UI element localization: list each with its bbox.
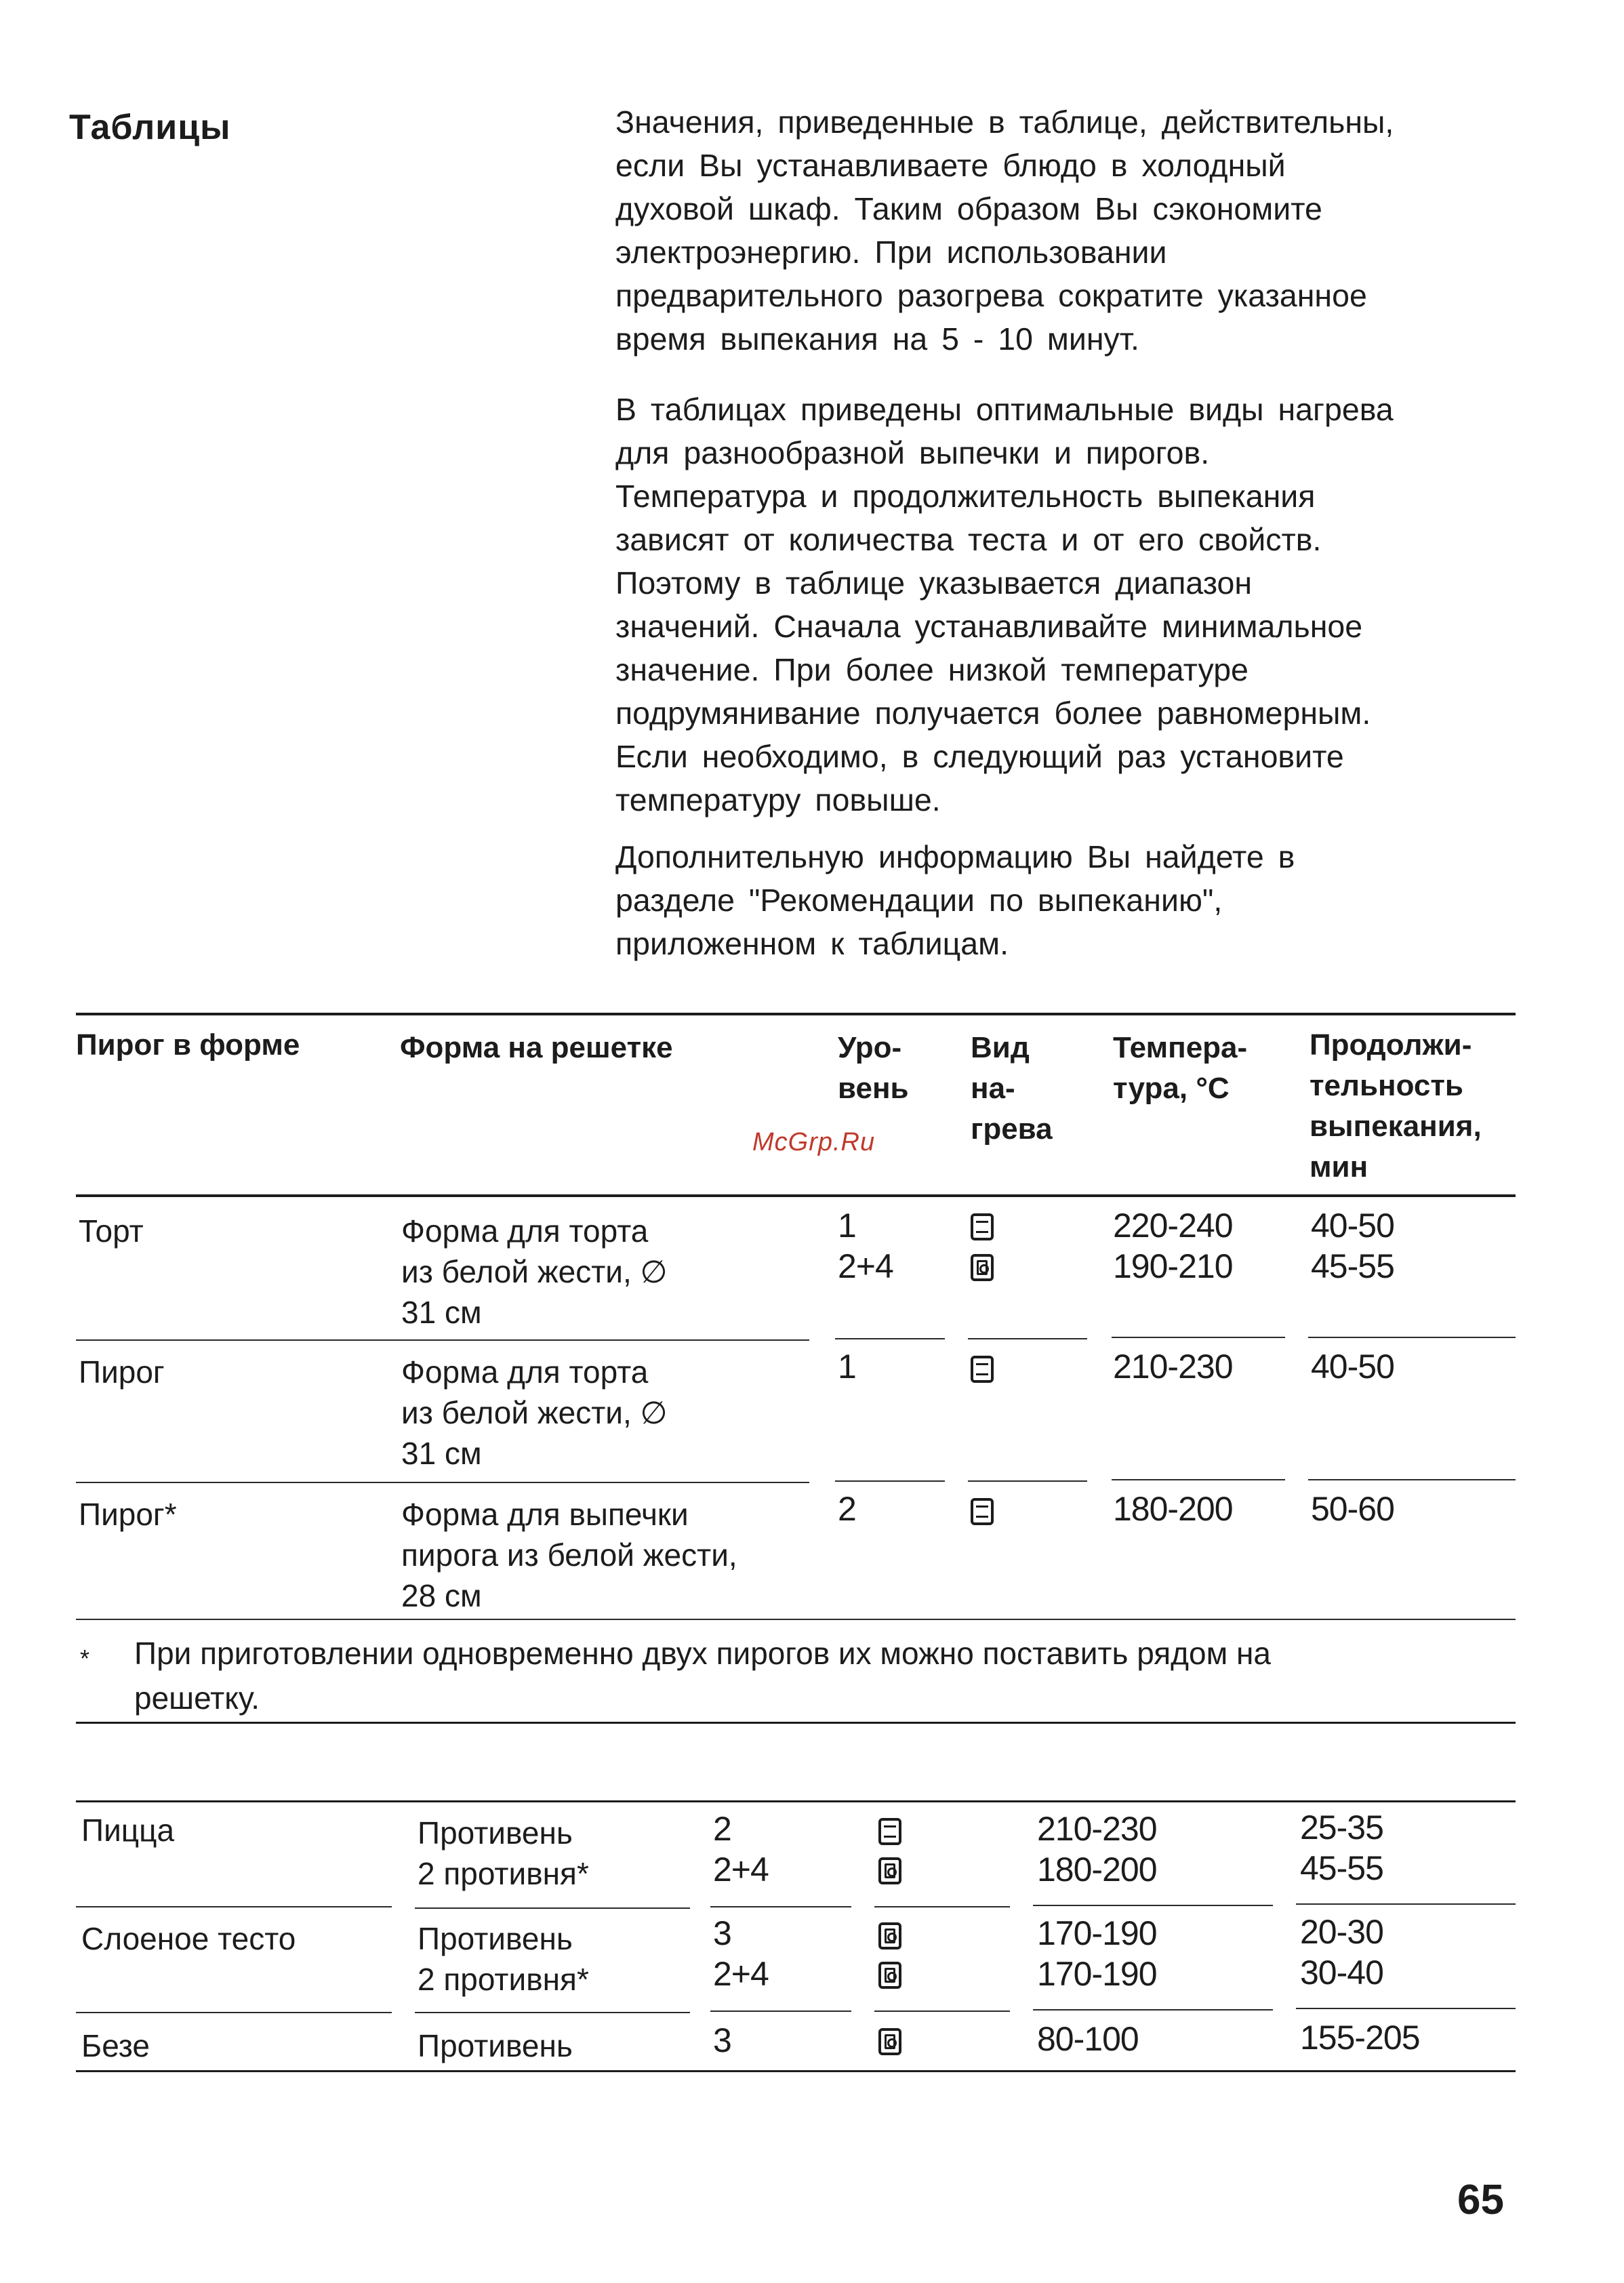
row-temps: 210-230 [1113,1348,1233,1386]
row-rule [415,1907,690,1909]
row-rule [710,2011,851,2012]
row-rule [76,1619,1516,1620]
row-rule [76,1906,392,1907]
text-line: для разнообразной выпечки и пирогов. [615,435,1210,470]
header-duration: Продолжи- тельность выпекания, мин [1310,1028,1482,1184]
top-bottom-heat-icon [971,1213,994,1240]
row-levels: 2 [838,1490,856,1528]
text-line: Температура и продолжительность выпекания [615,479,1316,514]
text-line: температуру повыше. [615,782,941,817]
row-levels: 2 2+4 [713,1810,769,1888]
row-rule [835,1338,945,1339]
intro-paragraph-2 [615,388,1510,822]
top-bottom-heat-icon [971,1498,994,1525]
hot-air-icon [971,1254,994,1281]
row-times: 155-205 [1300,2019,1420,2057]
row-rule [1112,1479,1285,1480]
row-rule [1308,1337,1516,1338]
header-rule [76,1194,1516,1197]
row-name: Пирог [79,1354,165,1390]
top-bottom-heat-icon [971,1356,994,1383]
row-name: Пирог* [79,1497,177,1532]
watermark: McGrp.Ru [752,1128,876,1156]
row-rule [76,1482,809,1483]
text-line: электроэнергию. При использовании [615,235,1167,270]
header-temperature: Темпера- тура, °C [1113,1031,1248,1105]
row-rule [76,1339,809,1341]
row-rule [1033,1905,1273,1906]
page-number: 65 [1457,2177,1504,2223]
hot-air-icon [878,1857,901,1884]
text-line: предварительного разогрева сократите указанное [615,278,1367,313]
row-rule [1308,1479,1516,1480]
row-rule [874,1906,1010,1907]
row-times: 50-60 [1311,1490,1394,1528]
text-line: подрумянивание получается более равномерным. [615,695,1371,731]
footnote-mark: * [80,1644,90,1672]
row-form: Противень [418,2028,573,2063]
row-rule [968,1338,1087,1339]
row-rule [968,1480,1087,1482]
row-times: 25-35 45-55 [1300,1809,1383,1887]
row-rule [1296,2008,1516,2009]
hot-air-icon [878,1922,901,1949]
text-line: Значения, приведенные в таблице, действительны, [615,104,1394,140]
row-temps: 210-230 180-200 [1037,1810,1157,1888]
row-times: 40-50 [1311,1348,1394,1386]
section-title: Таблицы [69,108,231,147]
text-line: духовой шкаф. Таким образом Вы сэкономите [615,191,1322,226]
top-bottom-heat-icon [878,1818,901,1845]
hot-air-icon [878,2028,901,2055]
row-levels: 3 2+4 [713,1914,769,1993]
text-line: значение. При более низкой температуре [615,652,1249,687]
header-level: Уро- вень [838,1031,909,1105]
row-rule [1033,2009,1273,2011]
text-line: время выпекания на 5 - 10 минут. [615,321,1139,357]
text-line: значений. Сначала устанавливайте минимальное [615,609,1363,644]
row-levels: 1 [838,1348,856,1386]
intro-paragraph-1 [615,100,1510,361]
row-levels: 3 [713,2021,731,2059]
row-rule [415,2012,690,2013]
row-form: Форма для выпечки пирога из белой жести, 28 см [401,1497,737,1613]
header-cake-in-form: Пирог в форме [76,1028,300,1062]
text-line: разделе "Рекомендации по выпеканию", [615,883,1223,918]
header-heating-type: Вид на- грева [971,1031,1053,1146]
row-rule [835,1480,945,1482]
table-top-rule [76,1013,1516,1015]
intro-paragraph-3 [615,835,1510,965]
row-times: 20-30 30-40 [1300,1913,1383,1992]
row-rule [710,1906,851,1907]
row-name: Слоеное тесто [81,1921,296,1956]
table-bottom-rule [76,2070,1516,2072]
text-line: зависят от количества теста и от его свойств. [615,522,1322,557]
text-line: Дополнительную информацию Вы найдете в [615,839,1295,874]
header-form-on-rack: Форма на решетке [400,1031,673,1064]
text-line: В таблицах приведены оптимальные виды нагрева [615,392,1394,427]
row-rule [76,2012,392,2013]
table-top-rule [76,1800,1516,1802]
row-form: Форма для торта из белой жести, ∅ 31 см [401,1213,668,1330]
row-temps: 80-100 [1037,2020,1139,2058]
text-line: приложенном к таблицам. [615,926,1009,961]
footnote: При приготовлении одновременно двух пирогов их можно поставить рядом на решетку. [134,1636,1272,1716]
row-form: Противень 2 противня* [418,1815,589,1891]
row-form: Противень 2 противня* [418,1921,589,1997]
row-levels: 1 2+4 [838,1207,893,1285]
row-times: 40-50 45-55 [1311,1207,1394,1285]
row-name: Пицца [81,1813,175,1848]
text-line: Если необходимо, в следующий раз установите [615,739,1344,774]
row-form: Форма для торта из белой жести, ∅ 31 см [401,1354,668,1471]
row-name: Торт [79,1213,144,1249]
text-line: Поэтому в таблице указывается диапазон [615,565,1253,601]
row-temps: 180-200 [1113,1490,1233,1528]
table-bottom-rule [76,1722,1516,1724]
row-temps: 170-190 170-190 [1037,1914,1157,1993]
text-line: если Вы устанавливаете блюдо в холодный [615,148,1286,183]
row-rule [1112,1337,1285,1338]
row-temps: 220-240 190-210 [1113,1207,1233,1285]
row-rule [1296,1903,1516,1905]
row-rule [874,2011,1010,2012]
hot-air-icon [878,1962,901,1989]
row-name: Безе [81,2028,150,2063]
